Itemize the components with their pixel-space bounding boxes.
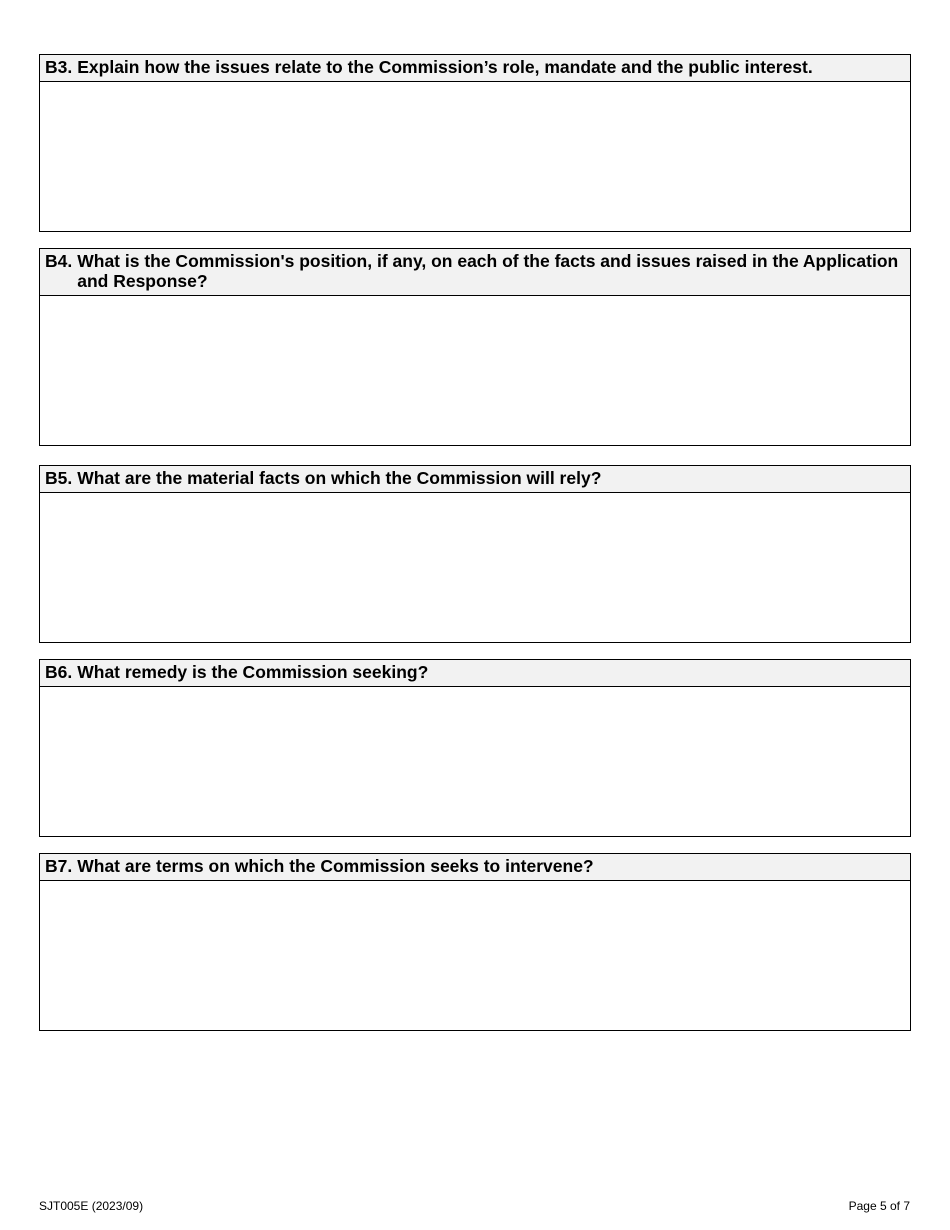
section-b3-question: Explain how the issues relate to the Commission’s role, mandate and the public interest. (77, 57, 813, 77)
section-b5 (39, 465, 911, 643)
section-b5-header (40, 466, 910, 493)
section-b4-number: B4. (45, 251, 73, 271)
section-b7-number: B7. (45, 856, 73, 876)
section-b6-answer-field[interactable] (40, 687, 910, 836)
section-b7 (39, 853, 911, 1031)
section-b4-question: What is the Commission's position, if any, on each of the facts and issues raised in the Application and Response? (77, 251, 899, 291)
section-b4-answer-field[interactable] (40, 296, 910, 445)
section-b6-number: B6. (45, 662, 73, 682)
section-b3-header (40, 55, 910, 82)
section-b7-answer-field[interactable] (40, 881, 910, 1030)
section-b7-header (40, 854, 910, 881)
section-b6 (39, 659, 911, 837)
page-number: Page 5 of 7 (848, 1199, 910, 1213)
section-b6-header (40, 660, 910, 687)
section-b3 (39, 54, 911, 232)
section-b3-number: B3. (45, 57, 73, 77)
section-b5-answer-field[interactable] (40, 493, 910, 642)
section-b5-number: B5. (45, 468, 73, 488)
section-b3-answer-field[interactable] (40, 82, 910, 231)
section-b4 (39, 248, 911, 446)
form-code: SJT005E (2023/09) (39, 1199, 144, 1213)
section-b6-question: What remedy is the Commission seeking? (77, 662, 429, 682)
section-b4-header (40, 249, 910, 296)
section-b5-question: What are the material facts on which the Commission will rely? (77, 468, 602, 488)
section-b7-question: What are terms on which the Commission seeks to intervene? (77, 856, 594, 876)
